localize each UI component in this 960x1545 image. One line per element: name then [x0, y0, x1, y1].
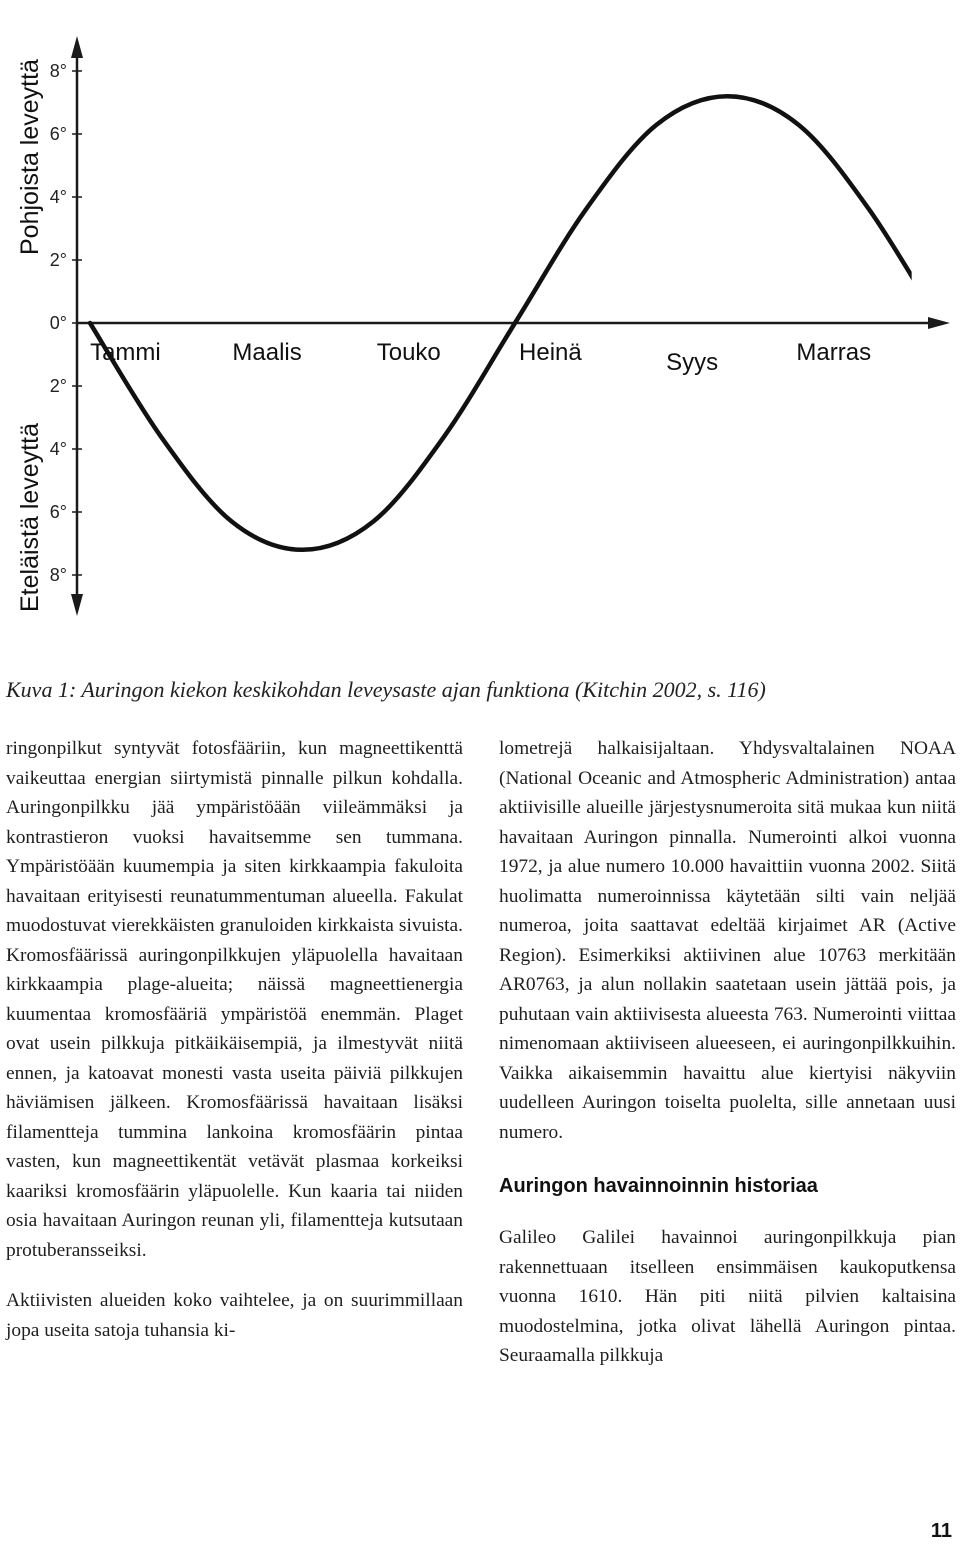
right-paragraph-1: lometrejä halkaisijaltaan. Yhdysvaltalainen NOAA (National Oceanic and Atmospheric Administration) antaa aktiivisille alueille järjestysnumeroita sitä mukaa kun niitä havaitaan Auringon pinnalla. Numerointi alkoi vuonna 1972, ja alue numero 10.000 havaittiin vuonna 2002. Siitä huolimatta numeroinnissa käytetään silti vain neljää numeroa, joita saattavat edeltää kirjaimet AR (Active Region). Esimerkiksi aktiivinen alue 10763 merkitään AR0763, ja alun nollakin saatetaan usein jättää pois, ja puhutaan vain aktiivisesta alueesta 763. Numerointi viittaa nimenomaan aktiiviseen alueeseen, ei auringonpilkkuihin. Vaikka aikaisemmin havaittu alue kiertyisi näkyviin uudelleen Auringon toiselta puolelta, sille annetaan uusi numero.	[499, 738, 956, 1143]
page-number: 11	[930, 1520, 952, 1542]
y-axis-arrow-down	[71, 594, 83, 616]
month-label: Heinä	[519, 339, 582, 366]
left-paragraph-1: ringonpilkut syntyvät fotosfääriin, kun magneettikenttä vaikeuttaa energian siirtymistä pinnalle pilkun kohdalla. Auringonpilkku jää ympäristöään viileämmäksi ja kontrastieron vuoksi havaitsemme sen tummana. Ympäristöään kuumempia ja siten kirkkaampia fakuloita havaitaan erityisesti reunatummentuman alueella. Fakulat muodostuvat vierekkäisten granuloiden kirkkaista sivuista. Kromosfäärissä auringonpilkkujen yläpuolella havaitaan kirkkaampia plage-alueita; näissä magneettienergia kuumentaa kromosfääriä ympäristöä enemmän. Plaget ovat usein pilkkuja pitkäikäisempiä, ja ilmestyvät niitä ennen, ja katoavat monesti vasta useita päiviä pilkkujen häviämisen jälkeen. Kromosfäärissä havaitaan lisäksi filamentteja tummina lankoina kromosfäärin pintaa vasten, kun magneettikentät vetävät plasmaa korkeiksi kaariksi kromosfäärin yläpuolelle. Kun kaaria tai niiden osia havaitaan Auringon reunan yli, filamentteja kutsutaan protuberansseiksi.	[6, 738, 463, 1261]
month-label: Touko	[376, 339, 441, 366]
x-axis-arrow	[928, 317, 950, 329]
y-tick-label: 2°	[49, 376, 67, 396]
y-tick-label: 6°	[49, 502, 67, 522]
chart-svg	[0, 0, 960, 650]
y-axis-title-south: Eteläistä leveyttä	[16, 423, 44, 612]
y-axis-title-north: Pohjoista leveyttä	[16, 59, 44, 255]
y-tick-label: 8°	[49, 61, 67, 81]
y-tick-label: 6°	[49, 124, 67, 144]
left-column	[6, 734, 463, 1345]
y-tick-label: 8°	[49, 565, 67, 585]
month-label: Maalis	[232, 339, 302, 366]
month-labels	[90, 339, 871, 376]
y-tick-label: 4°	[49, 187, 67, 207]
y-tick-label: 2°	[49, 250, 67, 270]
left-paragraph-2: Aktiivisten alueiden koko vaihtelee, ja on suurimmillaan jopa useita satoja tuhansia ki-	[6, 1290, 463, 1341]
month-label: Tammi	[90, 339, 161, 366]
section-heading: Auringon havainnoinnin historiaa	[499, 1175, 818, 1197]
y-axis-arrow-up	[71, 36, 83, 58]
latitude-chart	[0, 0, 960, 650]
month-label: Marras	[796, 339, 872, 366]
y-tick-label: 0°	[49, 313, 67, 333]
month-label: Syys	[666, 349, 719, 376]
y-tick-label: 4°	[49, 439, 67, 459]
right-paragraph-2: Galileo Galilei havainnoi auringonpilkkuja pian rakennettuaan itselleen ensimmäisen kaukoputkensa vuonna 1610. Hän piti niitä pilvien kaltaisina muodostelmina, jotka olivat lähellä Auringon pintaa. Seuraamalla pilkkuja	[499, 1227, 956, 1366]
figure-caption: Kuva 1: Auringon kiekon keskikohdan leveysaste ajan funktiona (Kitchin 2002, s. 116)	[6, 677, 766, 702]
right-column	[499, 734, 956, 1371]
